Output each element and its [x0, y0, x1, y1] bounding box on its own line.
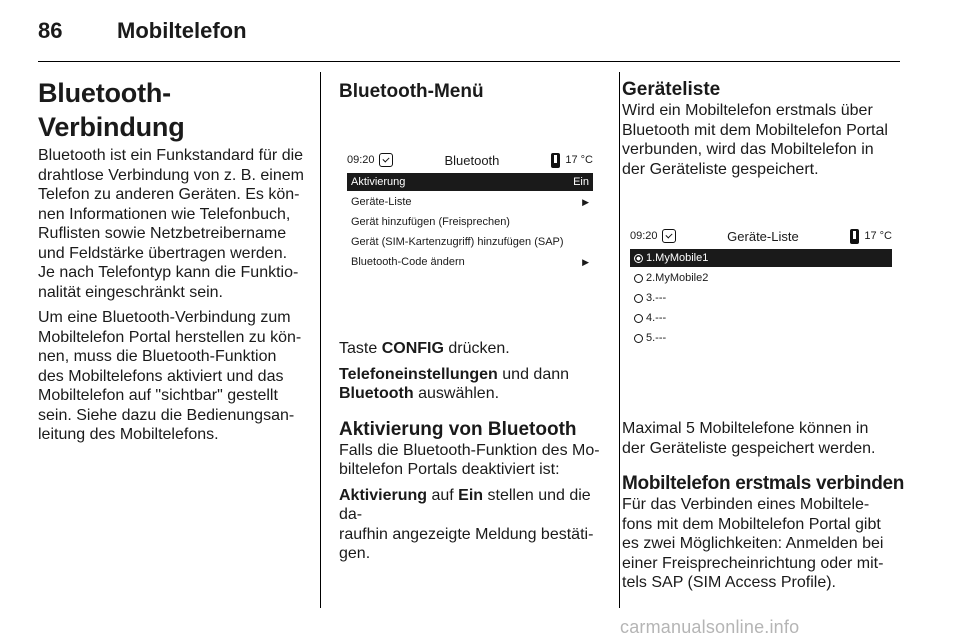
text-line: biltelefon Portals deaktiviert ist:: [339, 461, 560, 478]
column-1: [38, 72, 304, 451]
text-line: es zwei Möglichkeiten: Anmelden bei: [622, 535, 884, 552]
text-run: stellen und die da-: [339, 486, 591, 523]
text-line: sein. Siehe dazu die Bedienungsan-: [38, 406, 295, 424]
max-devices-paragraph: [622, 419, 904, 458]
text-line: Maximal 5 Mobiltelefone können in: [622, 420, 869, 437]
menu-item-value: Ein: [573, 176, 589, 188]
menu-term: Bluetooth: [339, 385, 414, 402]
radio-empty-icon: [634, 274, 643, 283]
text-line: raufhin angezeigte Meldung bestäti-: [339, 525, 594, 543]
page-number: 86: [38, 18, 63, 43]
screen-time: 09:20: [630, 230, 658, 242]
menu-item-label: Gerät hinzufügen (Freisprechen): [351, 216, 510, 228]
column-divider-1: [320, 72, 321, 608]
column-3: [622, 72, 904, 599]
screen-temperature: 17 °C: [565, 154, 593, 166]
radio-empty-icon: [634, 334, 643, 343]
screen-status-bar: [630, 225, 892, 247]
text-run: auf: [427, 486, 459, 504]
menu-item-geraete-liste[interactable]: [347, 193, 593, 211]
menu-item-label: Gerät (SIM-Kartenzugriff) hinzufügen (SAP): [351, 236, 564, 248]
text-line: verbunden, wird das Mobiltelefon in: [622, 141, 874, 158]
watermark: carmanualsonline.info: [620, 617, 800, 637]
menu-item-bluetooth-code[interactable]: [347, 253, 593, 271]
device-label: 1.MyMobile1: [646, 252, 709, 264]
chevron-right-icon: ▶: [582, 256, 589, 267]
device-item-3[interactable]: [630, 289, 892, 307]
text-line: der Geräteliste gespeichert werden.: [622, 439, 876, 457]
device-item-5[interactable]: [630, 329, 892, 347]
screen-title: Bluetooth: [444, 152, 500, 168]
section-heading-bluetooth-verbindung: Bluetooth-Verbindung: [38, 78, 185, 142]
section-heading-bluetooth-menu: Bluetooth-Menü: [339, 81, 484, 102]
screen-temperature: 17 °C: [864, 230, 892, 242]
config-instruction: [339, 339, 605, 359]
screen-status-bar: [347, 149, 593, 171]
menu-item-label: Aktivierung: [351, 176, 406, 188]
radio-empty-icon: [634, 294, 643, 303]
device-label: 5.---: [646, 332, 667, 344]
column-2: [339, 72, 605, 570]
device-item-2[interactable]: [630, 269, 892, 287]
page-header-title: Mobiltelefon: [117, 18, 247, 43]
menu-term: Ein: [458, 486, 484, 504]
section-heading-geraeteliste: Geräteliste: [622, 79, 721, 100]
text-line: gen.: [339, 545, 371, 562]
config-key-label: CONFIG: [381, 340, 444, 357]
text-line: Ruflisten sowie Netzbetreibername: [38, 225, 287, 242]
menu-item-label: Geräte-Liste: [351, 196, 412, 208]
clock-icon: [662, 229, 676, 243]
device-item-1[interactable]: [630, 249, 892, 267]
menu-item-geraet-sap[interactable]: [347, 233, 593, 251]
device-item-4[interactable]: [630, 309, 892, 327]
radio-empty-icon: [634, 314, 643, 323]
text-line: drahtlose Verbindung von z. B. einem: [38, 166, 304, 184]
text-line: Bluetooth mit dem Mobiltelefon Portal: [622, 121, 888, 139]
intro-paragraph: [38, 146, 304, 302]
menu-term: Telefoneinstellungen: [339, 365, 498, 383]
text-line: des Mobiltelefons aktiviert und das: [38, 367, 284, 385]
device-label: 2.MyMobile2: [646, 272, 709, 284]
text-line: fons mit dem Mobiltelefon Portal gibt: [622, 515, 881, 533]
radio-selected-icon: [634, 254, 643, 263]
text-line: leitung des Mobiltelefons.: [38, 426, 219, 443]
text-run: Taste: [339, 340, 382, 357]
clock-icon: [379, 153, 393, 167]
text-line: nalität eingeschränkt sein.: [38, 283, 223, 301]
text-line: Um eine Bluetooth-Verbindung zum: [38, 309, 291, 326]
menu-item-aktivierung[interactable]: [347, 173, 593, 191]
text-line: der Geräteliste gespeichert.: [622, 160, 819, 178]
text-line: nen Informationen wie Telefonbuch,: [38, 205, 291, 223]
device-label: 4.---: [646, 312, 667, 324]
subheading-aktivierung: Aktivierung von Bluetooth: [339, 418, 577, 440]
text-line: Bluetooth ist ein Funkstandard für die: [38, 147, 304, 164]
menu-item-label: Bluetooth-Code ändern: [351, 256, 465, 268]
bluetooth-menu-screenshot: [339, 113, 601, 325]
text-line: Mobiltelefon auf "sichtbar" gestellt: [38, 387, 278, 404]
activation-paragraph: [339, 441, 605, 480]
column-divider-2: [619, 72, 620, 608]
device-list-screenshot: [622, 187, 900, 405]
connection-paragraph: [38, 308, 304, 445]
menu-path-instruction: [339, 365, 605, 404]
device-list-paragraph: [622, 101, 904, 179]
text-line: nen, muss die Bluetooth-Funktion: [38, 348, 277, 365]
text-line: Für das Verbinden eines Mobiltele-: [622, 496, 870, 513]
text-line: tels SAP (SIM Access Profile).: [622, 574, 836, 591]
text-run: auswählen.: [413, 385, 500, 402]
text-line: Telefon zu anderen Geräten. Es kön-: [38, 186, 300, 203]
thermometer-icon: [551, 153, 560, 168]
text-line: Wird ein Mobiltelefon erstmals über: [622, 102, 873, 119]
text-run: und dann: [497, 365, 570, 383]
text-line: und Feldstärke übertragen werden.: [38, 244, 288, 262]
text-run: drücken.: [443, 340, 510, 357]
screen-time: 09:20: [347, 154, 375, 166]
screen-title: Geräte-Liste: [727, 228, 799, 244]
text-line: Mobiltelefon Portal herstellen zu kön-: [38, 328, 302, 346]
text-line: Je nach Telefontyp kann die Funktio-: [38, 264, 299, 281]
text-line: einer Freisprecheinrichtung oder mit-: [622, 554, 884, 572]
menu-term: Aktivierung: [339, 486, 428, 504]
text-line: Falls die Bluetooth-Funktion des Mo-: [339, 441, 600, 459]
chevron-right-icon: ▶: [582, 196, 589, 207]
first-connect-paragraph: [622, 495, 904, 593]
device-label: 3.---: [646, 292, 667, 304]
menu-item-geraet-hinzufuegen[interactable]: [347, 213, 593, 231]
activation-instruction: [339, 486, 605, 564]
subheading-erstmals-verbinden: Mobiltelefon erstmals verbinden: [622, 473, 905, 494]
header-rule: [38, 61, 900, 62]
thermometer-icon: [850, 229, 859, 244]
